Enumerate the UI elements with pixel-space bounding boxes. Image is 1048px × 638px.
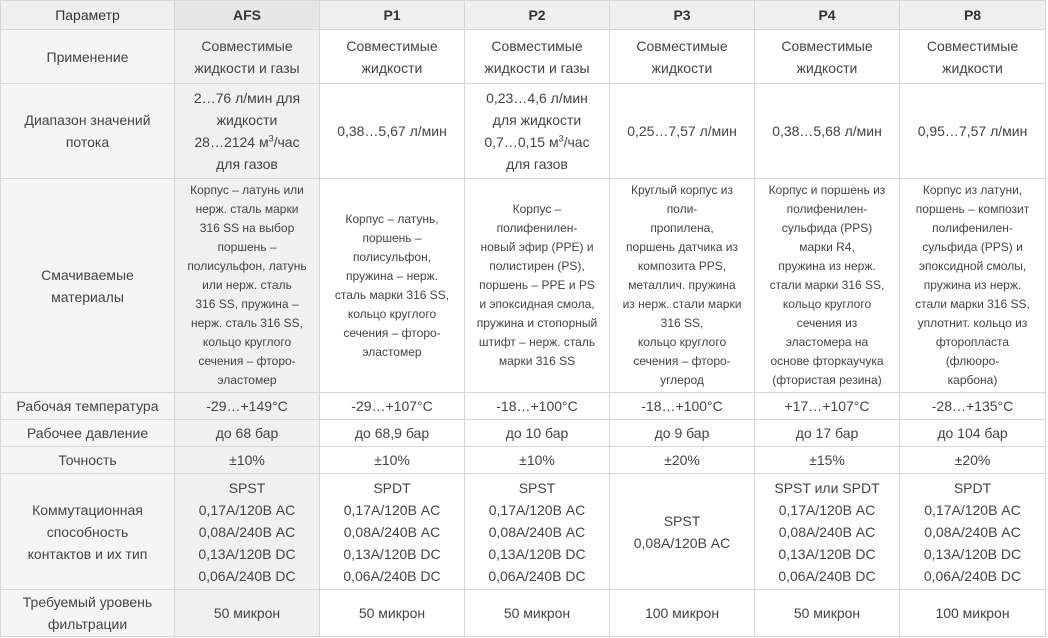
- cell-filtration-p2: 50 микрон: [465, 590, 610, 637]
- cell-flow-afs: [175, 84, 320, 179]
- cell-switching-p3: SPST 0,08А/120В AC: [610, 474, 755, 590]
- cell-accuracy-p3: ±20%: [610, 447, 755, 474]
- cell-flow-p2: [465, 84, 610, 179]
- flow-afs-gas-sup: 3: [268, 133, 274, 144]
- cell-application-p1: Совместимые жидкости: [320, 30, 465, 84]
- header-row: [1, 1, 1046, 30]
- cell-temperature-p1: -29…+107°C: [320, 393, 465, 420]
- cell-application-afs: Совместимые жидкости и газы: [175, 30, 320, 84]
- cell-pressure-p8: до 104 бар: [900, 420, 1046, 447]
- cell-switching-p4: SPST или SPDT 0,17А/120В AC 0,08А/240В AC 0,13А/120В DC 0,06А/240В DC: [755, 474, 900, 590]
- header-afs: AFS: [175, 1, 320, 30]
- cell-accuracy-p8: ±20%: [900, 447, 1046, 474]
- cell-application-p2: Совместимые жидкости и газы: [465, 30, 610, 84]
- label-temperature: Рабочая температура: [1, 393, 175, 420]
- cell-temperature-afs: -29…+149°C: [175, 393, 320, 420]
- label-flow: Диапазон значений потока: [1, 84, 175, 179]
- header-p4: P4: [755, 1, 900, 30]
- flow-p2-gas-unit: /час: [563, 134, 590, 150]
- row-filtration: [1, 590, 1046, 637]
- flow-afs-gas: [179, 131, 315, 153]
- cell-pressure-p1: до 68,9 бар: [320, 420, 465, 447]
- cell-switching-p8: SPDT 0,17А/120В AC 0,08А/240В AC 0,13А/120В DC 0,06А/240В DC: [900, 474, 1046, 590]
- row-application: [1, 30, 1046, 84]
- cell-pressure-afs: до 68 бар: [175, 420, 320, 447]
- cell-application-p3: Совместимые жидкости: [610, 30, 755, 84]
- row-materials: [1, 179, 1046, 393]
- label-switching: Коммутационная способность контактов и их тип: [1, 474, 175, 590]
- cell-materials-p1: Корпус – латунь, поршень – полисульфон, пружина – нерж. сталь марки 316 SS, кольцо круглого сечения – фторо- эластомер: [320, 179, 465, 393]
- cell-pressure-p2: до 10 бар: [465, 420, 610, 447]
- cell-application-p4: Совместимые жидкости: [755, 30, 900, 84]
- label-pressure: Рабочее давление: [1, 420, 175, 447]
- header-p3: P3: [610, 1, 755, 30]
- header-param: Параметр: [1, 1, 175, 30]
- cell-temperature-p8: -28…+135°C: [900, 393, 1046, 420]
- cell-temperature-p2: -18…+100°C: [465, 393, 610, 420]
- cell-pressure-p3: до 9 бар: [610, 420, 755, 447]
- cell-filtration-p3: 100 микрон: [610, 590, 755, 637]
- cell-flow-p1: 0,38…5,67 л/мин: [320, 84, 465, 179]
- flow-p2-liquid: 0,23…4,6 л/мин для жидкости: [486, 90, 588, 128]
- header-p8: P8: [900, 1, 1046, 30]
- flow-p2-gas-sup: 3: [558, 133, 564, 144]
- cell-switching-p2: SPST 0,17А/120В AC 0,08А/240В AC 0,13А/120В DC 0,06А/240В DC: [465, 474, 610, 590]
- cell-switching-p1: SPDT 0,17А/120В AC 0,08А/240В AC 0,13А/120В DC 0,06А/240В DC: [320, 474, 465, 590]
- row-pressure: [1, 420, 1046, 447]
- flow-p2-gas-tail: для газов: [506, 156, 568, 172]
- label-accuracy: Точность: [1, 447, 175, 474]
- cell-accuracy-p2: ±10%: [465, 447, 610, 474]
- cell-pressure-p4: до 17 бар: [755, 420, 900, 447]
- flow-afs-gas-tail: для газов: [216, 156, 278, 172]
- flow-p2-gas-value: 0,7…0,15 м: [484, 134, 559, 150]
- cell-temperature-p3: -18…+100°C: [610, 393, 755, 420]
- flow-p2-gas: [469, 131, 605, 153]
- row-switching: [1, 474, 1046, 590]
- label-materials: Смачиваемые материалы: [1, 179, 175, 393]
- cell-accuracy-p4: ±15%: [755, 447, 900, 474]
- cell-accuracy-afs: ±10%: [175, 447, 320, 474]
- header-p2: P2: [465, 1, 610, 30]
- cell-filtration-afs: 50 микрон: [175, 590, 320, 637]
- cell-materials-p2: Корпус – полифенилен- новый эфир (PPE) и полистирен (PS), поршень – PPE и PS и эпоксидная смола, пружина и стопорный штифт – нерж. сталь марки 316 SS: [465, 179, 610, 393]
- row-accuracy: [1, 447, 1046, 474]
- label-filtration: Требуемый уровень фильтрации: [1, 590, 175, 637]
- cell-materials-afs: Корпус – латунь или нерж. сталь марки 316 SS на выбор поршень – полисульфон, латунь или нерж. сталь 316 SS, пружина – нерж. сталь 316 SS, кольцо круглого сечения – фторо- эластомер: [175, 179, 320, 393]
- header-p1: P1: [320, 1, 465, 30]
- cell-flow-p3: 0,25…7,57 л/мин: [610, 84, 755, 179]
- flow-afs-gas-unit: /час: [273, 134, 300, 150]
- cell-filtration-p1: 50 микрон: [320, 590, 465, 637]
- row-flow: [1, 84, 1046, 179]
- flow-afs-gas-value: 28…2124 м: [194, 134, 269, 150]
- flow-afs-liquid: 2…76 л/мин для жидкости: [193, 90, 301, 128]
- cell-flow-p8: 0,95…7,57 л/мин: [900, 84, 1046, 179]
- cell-materials-p4: Корпус и поршень из полифенилен- сульфида (PPS) марки R4, пружина из нерж. стали марки 316 SS, кольцо круглого сечения из эластомера на основе фторкаучука (фтористая резина): [755, 179, 900, 393]
- cell-application-p8: Совместимые жидкости: [900, 30, 1046, 84]
- row-temperature: [1, 393, 1046, 420]
- label-application: Применение: [1, 30, 175, 84]
- cell-flow-p4: 0,38…5,68 л/мин: [755, 84, 900, 179]
- cell-accuracy-p1: ±10%: [320, 447, 465, 474]
- cell-materials-p3: Круглый корпус из поли- пропилена, поршень датчика из композита PPS, металлич. пружина из нерж. стали марки 316 SS, кольцо круглого сечения – фторо- углерод: [610, 179, 755, 393]
- cell-filtration-p4: 50 микрон: [755, 590, 900, 637]
- cell-temperature-p4: +17…+107°C: [755, 393, 900, 420]
- cell-filtration-p8: 100 микрон: [900, 590, 1046, 637]
- cell-switching-afs: SPST 0,17А/120В AC 0,08А/240В AC 0,13А/120В DC 0,06А/240В DC: [175, 474, 320, 590]
- cell-materials-p8: Корпус из латуни, поршень – композит полифенилен- сульфида (PPS) и эпоксидной смолы, пружина из нерж. стали марки 316 SS, уплотнит. кольцо из фторопласта (флюоро- карбона): [900, 179, 1046, 393]
